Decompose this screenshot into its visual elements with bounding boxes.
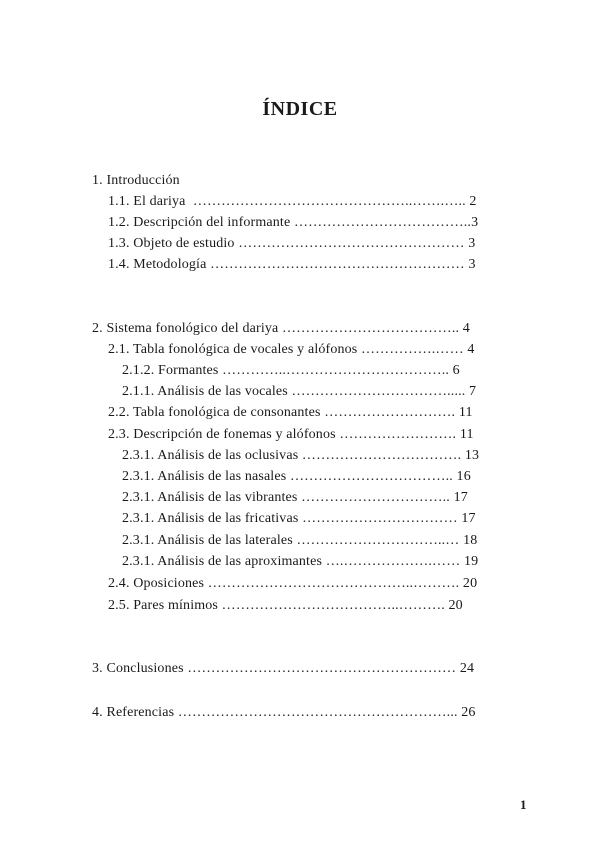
toc-entry-1-2: 1.2. Descripción del informante ………………………………..3 [108,215,479,230]
toc-entry-2-3-1-vibrantes: 2.3.1. Análisis de las vibrantes ………………………….. 17 [122,490,468,505]
page-number: 1 [520,797,527,812]
page-title: ÍNDICE [262,98,338,120]
toc-entry-2-3-1-oclusivas: 2.3.1. Análisis de las oclusivas ……………………………. 13 [122,448,480,463]
toc-entry-2-1-2: 2.1.2. Formantes …………..…………………………….. 6 [122,363,460,378]
toc-entry-2: 2. Sistema fonológico del dariya ……………………………….. 4 [92,321,470,336]
toc-entry-2-3-1-fricativas: 2.3.1. Análisis de las fricativas …………………………… 17 [122,511,476,526]
toc-entry-1: 1. Introducción [92,173,180,188]
toc-entry-2-1: 2.1. Tabla fonológica de vocales y alófonos …………….…… 4 [108,342,475,357]
toc-entry-2-3: 2.3. Descripción de fonemas y alófonos ……………………. 11 [108,427,474,442]
toc-entry-2-5: 2.5. Pares mínimos ………………………………..………. 20 [108,598,463,613]
toc-entry-2-4: 2.4. Oposiciones ……………………………………..………. 20 [108,576,478,591]
toc-entry-1-4: 1.4. Metodología ……………………………………………… 3 [108,257,476,272]
toc-entry-1-3: 1.3. Objeto de estudio ………………………………………… 3 [108,236,476,251]
toc-entry-2-2: 2.2. Tabla fonológica de consonantes ………………………. 11 [108,405,473,420]
toc-entry-2-1-1: 2.1.1. Análisis de las vocales ……………………………..... 7 [122,384,477,399]
toc-entry-4: 4. Referencias …………………………………………………... 26 [92,705,476,720]
toc-entry-3: 3. Conclusiones ………………………………………………… 24 [92,661,475,676]
toc-entry-2-3-1-laterales: 2.3.1. Análisis de las laterales …………………………..… 18 [122,533,478,548]
toc-entry-2-3-1-nasales: 2.3.1. Análisis de las nasales …………………………….. 16 [122,469,471,484]
toc-entry-2-3-1-aproximantes: 2.3.1. Análisis de las aproximantes ….……………….…… 19 [122,554,479,569]
toc-entry-1-1: 1.1. El dariya ………………………………………..…….….. 2 [108,194,477,209]
